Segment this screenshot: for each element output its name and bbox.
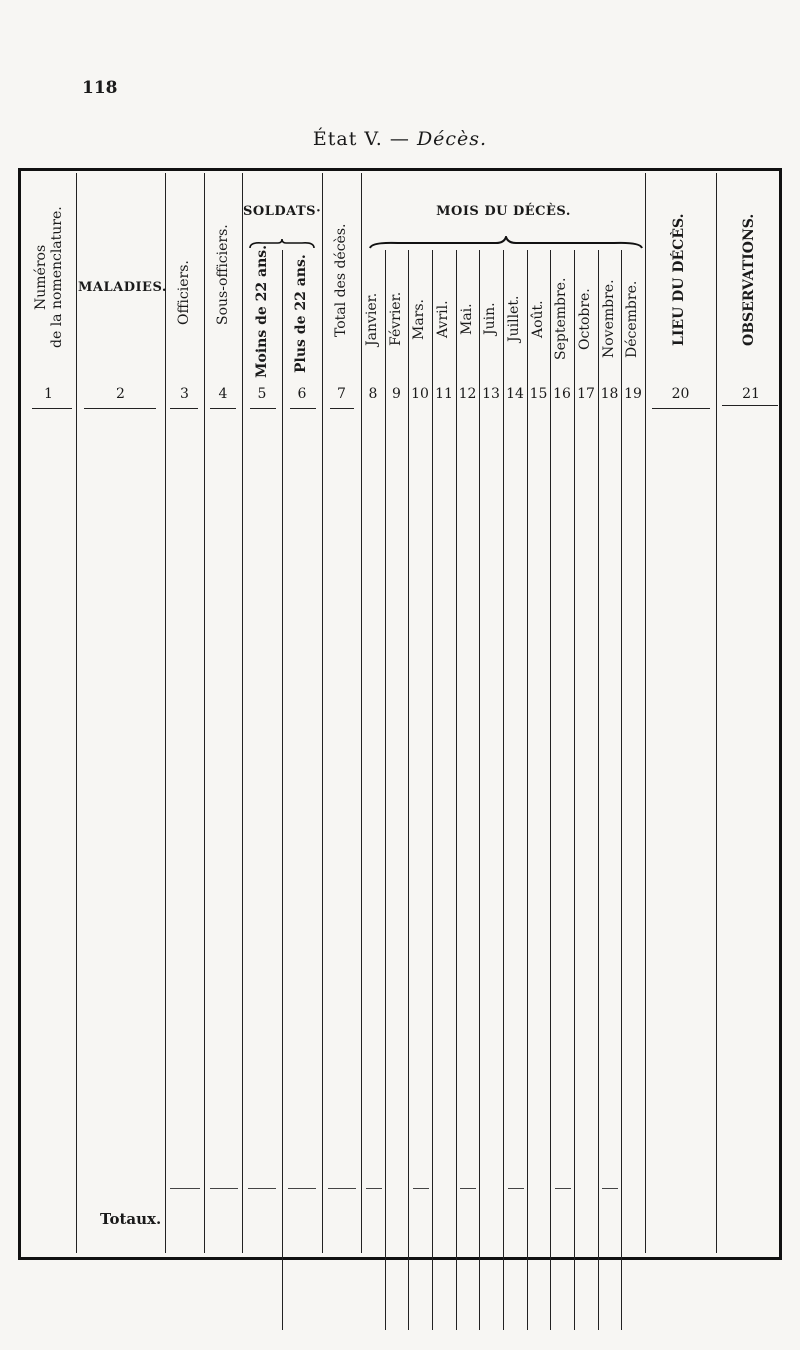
column-number: 8 <box>368 386 378 402</box>
total-dash <box>460 1188 476 1189</box>
total-dash <box>508 1188 524 1189</box>
col-divider <box>165 173 166 1253</box>
header-month-6: Juin. <box>482 302 498 336</box>
column-number: 16 <box>553 386 571 402</box>
header-plus-22: Plus de 22 ans. <box>293 254 309 374</box>
title-prefix: État V. <box>312 128 383 150</box>
col-divider <box>503 250 504 1330</box>
col-divider <box>361 173 362 1253</box>
header-month-8: Août. <box>530 300 546 338</box>
col-divider <box>527 250 528 1330</box>
column-number: 13 <box>482 386 500 402</box>
number-rule <box>722 405 778 406</box>
header-numeros-line2: de la nomenclature. <box>49 206 66 349</box>
number-rule <box>290 408 316 409</box>
col-divider <box>385 250 386 1330</box>
col-divider <box>550 250 551 1330</box>
header-month-10: Octobre. <box>577 288 593 350</box>
column-number: 14 <box>506 386 524 402</box>
header-numeros <box>33 200 69 355</box>
col-divider <box>204 173 205 1253</box>
col-divider <box>322 173 323 1253</box>
col-divider <box>574 250 575 1330</box>
col-divider <box>479 250 480 1330</box>
total-dash <box>248 1188 276 1189</box>
mois-brace <box>368 236 644 252</box>
title-main: Décès. <box>416 128 488 150</box>
column-number: 17 <box>577 386 595 402</box>
number-rule <box>32 408 72 409</box>
number-rule <box>652 408 710 409</box>
col-divider <box>645 173 646 1253</box>
number-rule <box>330 408 354 409</box>
col-divider <box>456 250 457 1330</box>
header-mois: MOIS DU DÉCÈS. <box>436 204 571 219</box>
number-rule <box>210 408 236 409</box>
header-month-4: Avril. <box>435 300 451 338</box>
column-number: 9 <box>392 386 401 402</box>
total-dash <box>288 1188 316 1189</box>
page-number: 118 <box>82 78 118 98</box>
total-dash <box>413 1188 429 1189</box>
header-total-deces: Total des décès. <box>333 223 349 337</box>
totals-label: Totaux. <box>100 1210 162 1228</box>
column-number: 5 <box>257 386 267 402</box>
total-dash <box>170 1188 200 1189</box>
col-divider <box>621 250 622 1330</box>
number-rule <box>250 408 276 409</box>
column-number: 21 <box>742 386 760 402</box>
column-number: 6 <box>297 386 307 402</box>
header-month-2: Février. <box>388 291 404 347</box>
column-number: 11 <box>435 386 453 402</box>
column-number: 12 <box>458 386 477 402</box>
header-month-9: Septembre. <box>553 277 569 361</box>
title-dash: — <box>389 128 410 150</box>
col-divider <box>432 250 433 1330</box>
header-month-3: Mars. <box>411 298 427 340</box>
column-number: 15 <box>529 386 548 402</box>
column-number: 2 <box>116 386 125 402</box>
header-maladies: MALADIES. <box>78 280 167 295</box>
page-title <box>0 128 800 150</box>
header-month-5: Mai. <box>459 303 475 335</box>
header-soldats: SOLDATS· <box>243 204 322 219</box>
header-sous-officiers: Sous-officiers. <box>215 224 231 326</box>
col-divider <box>598 250 599 1330</box>
column-number: 20 <box>671 386 690 402</box>
header-moins-22: Moins de 22 ans. <box>254 244 270 378</box>
column-number: 1 <box>44 386 53 402</box>
col-divider <box>716 173 717 1253</box>
total-dash <box>210 1188 238 1189</box>
header-lieu-deces: LIEU DU DÉCÈS. <box>671 213 687 347</box>
header-observations: OBSERVATIONS. <box>741 213 757 347</box>
col-divider <box>282 250 283 1330</box>
col-divider <box>408 250 409 1330</box>
column-number: 3 <box>180 386 189 402</box>
header-numeros-line1: Numéros <box>33 244 49 311</box>
col-divider <box>76 173 77 1253</box>
column-number: 4 <box>218 386 228 402</box>
total-dash <box>555 1188 571 1189</box>
total-dash <box>602 1188 618 1189</box>
total-dash <box>328 1188 356 1189</box>
column-number: 7 <box>337 386 346 402</box>
header-month-12: Décembre. <box>624 280 640 358</box>
col-divider <box>242 173 243 1253</box>
header-month-7: Juillet. <box>506 295 522 343</box>
header-month-1: Janvier. <box>364 292 380 346</box>
header-month-11: Novembre. <box>601 279 617 359</box>
total-dash <box>366 1188 382 1189</box>
header-officiers: Officiers. <box>176 260 192 325</box>
column-number: 19 <box>624 386 642 402</box>
column-number: 18 <box>600 386 619 402</box>
column-number: 10 <box>411 386 429 402</box>
number-rule <box>170 408 198 409</box>
number-rule <box>84 408 156 409</box>
